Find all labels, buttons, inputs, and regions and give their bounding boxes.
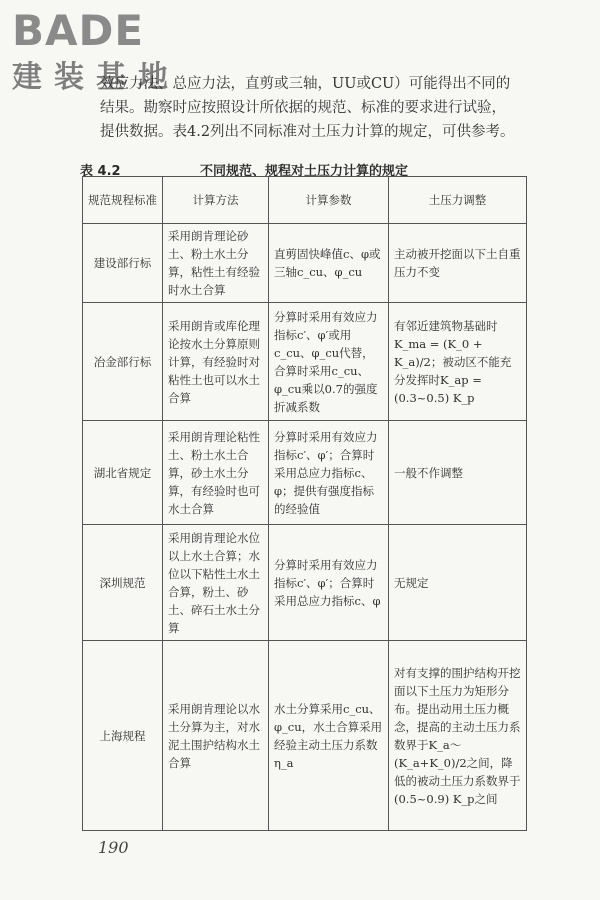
cell-params: 分算时采用有效应力指标c′、φ′或用c_cu、φ_cu代替，合算时采用c_cu、φ_cu乘以0.7的强度折减系数 bbox=[269, 303, 389, 421]
table-header-row bbox=[83, 177, 527, 224]
cell-adjust: 无规定 bbox=[389, 525, 527, 641]
cell-method: 采用朗肯理论粘性土、粉土水土合算，砂土水土分算，有经验时也可水土合算 bbox=[163, 421, 269, 525]
table-row bbox=[83, 641, 527, 831]
watermark-brand: BADE bbox=[12, 6, 145, 55]
cell-standard: 上海规程 bbox=[83, 641, 163, 831]
table-row bbox=[83, 525, 527, 641]
header-adjust: 土压力调整 bbox=[389, 177, 527, 224]
intro-paragraph: 效应力法、总应力法，直剪或三轴，UU或CU）可能得出不同的结果。勘察时应按照设计所依据的规范、标准的要求进行试验，提供数据。表4.2列出不同标准对土压力计算的规定，可供参考。 bbox=[100, 76, 515, 140]
header-method: 计算方法 bbox=[163, 177, 269, 224]
cell-adjust: 有邻近建筑物基础时K_ma = (K_0 + K_a)/2；被动区不能充分发挥时K_ap = (0.3~0.5) K_p bbox=[389, 303, 527, 421]
table-row bbox=[83, 303, 527, 421]
page-number: 190 bbox=[98, 838, 129, 857]
cell-params: 水土分算采用c_cu、φ_cu，水土合算采用经验主动土压力系数η_a bbox=[269, 641, 389, 831]
cell-adjust: 一般不作调整 bbox=[389, 421, 527, 525]
cell-standard: 湖北省规定 bbox=[83, 421, 163, 525]
cell-method: 采用朗肯或库伦理论按水土分算原则计算，有经验时对粘性土也可以水土合算 bbox=[163, 303, 269, 421]
cell-adjust: 对有支撑的围护结构开挖面以下土压力为矩形分布。提出动用土压力概念，提高的主动土压力系数界于K_a～(K_a+K_0)/2之间，降低的被动土压力系数界于(0.5~0.9) K_p之间 bbox=[389, 641, 527, 831]
cell-params: 直剪固快峰值c、φ或三轴c_cu、φ_cu bbox=[269, 224, 389, 303]
cell-method: 采用朗肯理论以水土分算为主，对水泥土围护结构水土合算 bbox=[163, 641, 269, 831]
header-params: 计算参数 bbox=[269, 177, 389, 224]
watermark-subtitle: 建装基地 bbox=[12, 60, 180, 95]
table-title: 不同规范、规程对土压力计算的规定 bbox=[200, 164, 409, 179]
table-row bbox=[83, 224, 527, 303]
cell-standard: 冶金部行标 bbox=[83, 303, 163, 421]
cell-standard: 建设部行标 bbox=[83, 224, 163, 303]
earth-pressure-table bbox=[82, 176, 527, 831]
cell-params: 分算时采用有效应力指标c′、φ′；合算时采用总应力指标c、φ；提供有强度指标的经验值 bbox=[269, 421, 389, 525]
cell-params: 分算时采用有效应力指标c′、φ′；合算时采用总应力指标c、φ bbox=[269, 525, 389, 641]
cell-adjust: 主动被开挖面以下土自重压力不变 bbox=[389, 224, 527, 303]
cell-method: 采用朗肯理论砂土、粉土水土分算，粘性土有经验时水土合算 bbox=[163, 224, 269, 303]
header-standard: 规范规程标准 bbox=[83, 177, 163, 224]
cell-method: 采用朗肯理论水位以上水土合算；水位以下粘性土水土合算，粉土、砂土、碎石土水土分算 bbox=[163, 525, 269, 641]
cell-standard: 深圳规范 bbox=[83, 525, 163, 641]
table-number: 表 4.2 bbox=[80, 164, 121, 179]
table-row bbox=[83, 421, 527, 525]
